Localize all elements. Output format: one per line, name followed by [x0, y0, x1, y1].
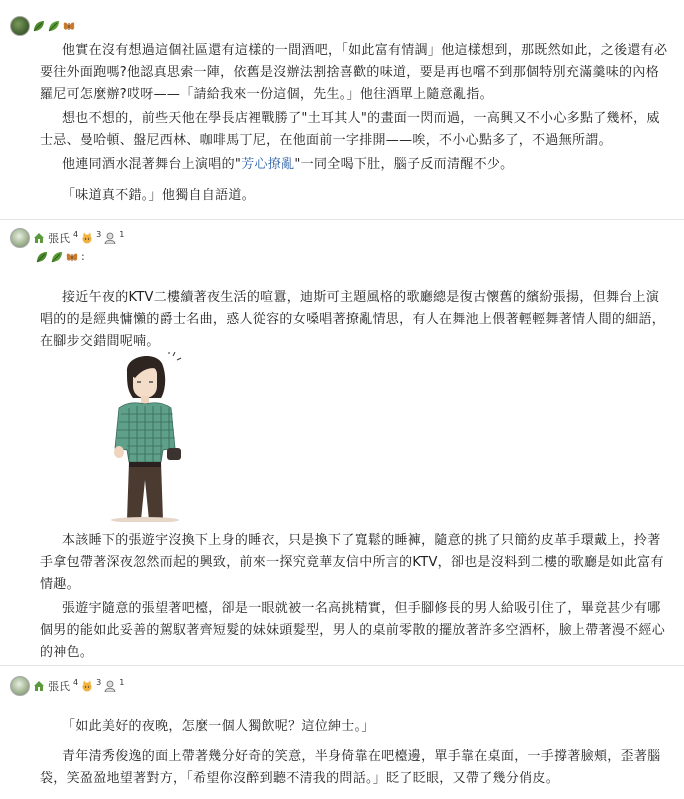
butterfly-icon	[63, 20, 75, 32]
post3-paragraph: 「如此美好的夜晚，怎麼一個人獨飲呢？這位紳士。」	[62, 719, 375, 734]
post1-text: 他連同酒水混著舞台上演唱的"	[62, 157, 242, 172]
post2-paragraph: 本該睡下的張遊宇沒換下上身的睡衣，只是換下了寬鬆的睡褲，隨意的挑了只簡約皮革手環戴上，拎著手拿包帶著深夜忽然而起的興致，前來一探究竟華友信中所言的KTV，卻也是沒料到二樓的歌廳是如此富有情趣。	[40, 533, 664, 592]
badge-count: 3	[96, 229, 102, 239]
badge-count: 4	[73, 677, 79, 687]
post1-paragraph: 「味道真不錯。」他獨自自語道。	[62, 188, 256, 203]
username[interactable]: 張氏	[48, 232, 70, 245]
header-tail: :	[81, 250, 85, 263]
badge-count: 1	[119, 677, 125, 687]
avatar[interactable]	[10, 676, 30, 696]
badge-count: 4	[73, 229, 79, 239]
divider	[0, 219, 684, 220]
post1-paragraph: 他實在沒有想過這個社區還有這樣的一間酒吧，「如此富有情調」他這樣想到，那既然如此，之後還有必要往外面跑嗎?他認真思索一陣，依舊是沒辦法割捨喜歡的味道，要是再也嚐不到那個特別充滿羹味的內格羅尼可怎麼辦?哎呀——「請給我來一份這個，先生。」他往酒單上隨意亂指。	[40, 43, 668, 102]
post1-text: "一同全喝下肚，腦子反而清醒不少。	[294, 157, 514, 172]
badge-count: 1	[119, 229, 125, 239]
badge-count: 3	[96, 677, 102, 687]
post1-paragraph: 想也不想的，前些天他在學長店裡戰勝了"土耳其人"的畫面一閃而過，一高興又不小心多點了幾杯，威士忌、曼哈頓、盤尼西林、咖啡馬丁尼，在他面前一字排開——唉，不小心點多了，不過無所謂。	[40, 111, 660, 148]
house-icon	[33, 680, 45, 692]
leaf-icon	[36, 251, 48, 263]
post3-paragraph: 青年清秀俊逸的面上帶著幾分好奇的笑意，半身倚靠在吧檯邊，單手靠在桌面，一手撐著臉頰，歪著腦袋，笑盈盈地望著對方，「希望你沒醉到聽不清我的問話。」眨了眨眼，又帶了幾分俏皮。	[40, 749, 661, 786]
house-icon	[33, 232, 45, 244]
leaf-icon	[51, 251, 63, 263]
cat-icon	[81, 232, 93, 244]
avatar[interactable]	[10, 228, 30, 248]
person-icon	[104, 680, 116, 692]
post2-subheader	[36, 250, 85, 263]
song-title: 芳心撩亂	[241, 157, 295, 172]
post2-paragraph: 張遊宇隨意的張望著吧檯，卻是一眼就被一名高挑精實，但手腳修長的男人給吸引住了，畢竟甚少有哪個男的能如此妥善的駕馭著齊短髮的妹妹頭髮型，男人的桌前零散的擺放著許多空酒杯，臉上帶著漫不經心的神色。	[40, 601, 666, 660]
username[interactable]: 張氏	[48, 680, 70, 693]
cat-icon	[81, 680, 93, 692]
butterfly-icon	[66, 251, 78, 263]
post1-paragraph	[40, 154, 670, 176]
post2-paragraph: 接近午夜的KTV二樓續著夜生活的喧囂，迪斯可主題風格的歌廳總是復古懷舊的繽紛張揚，但舞台上演唱的的是經典慵懶的爵士名曲，惑人從容的女嗓唱著撩亂情思，有人在舞池上偎著輕輕舞著情人間的細語，在腳步交錯間呢喃。	[40, 290, 666, 349]
post2-header	[10, 228, 124, 248]
person-icon	[104, 232, 116, 244]
leaf-icon	[33, 20, 45, 32]
post1-header	[10, 16, 75, 36]
avatar[interactable]	[10, 16, 30, 36]
leaf-icon	[48, 20, 60, 32]
divider	[0, 665, 684, 666]
post3-header	[10, 676, 124, 696]
character-illustration	[97, 352, 193, 522]
